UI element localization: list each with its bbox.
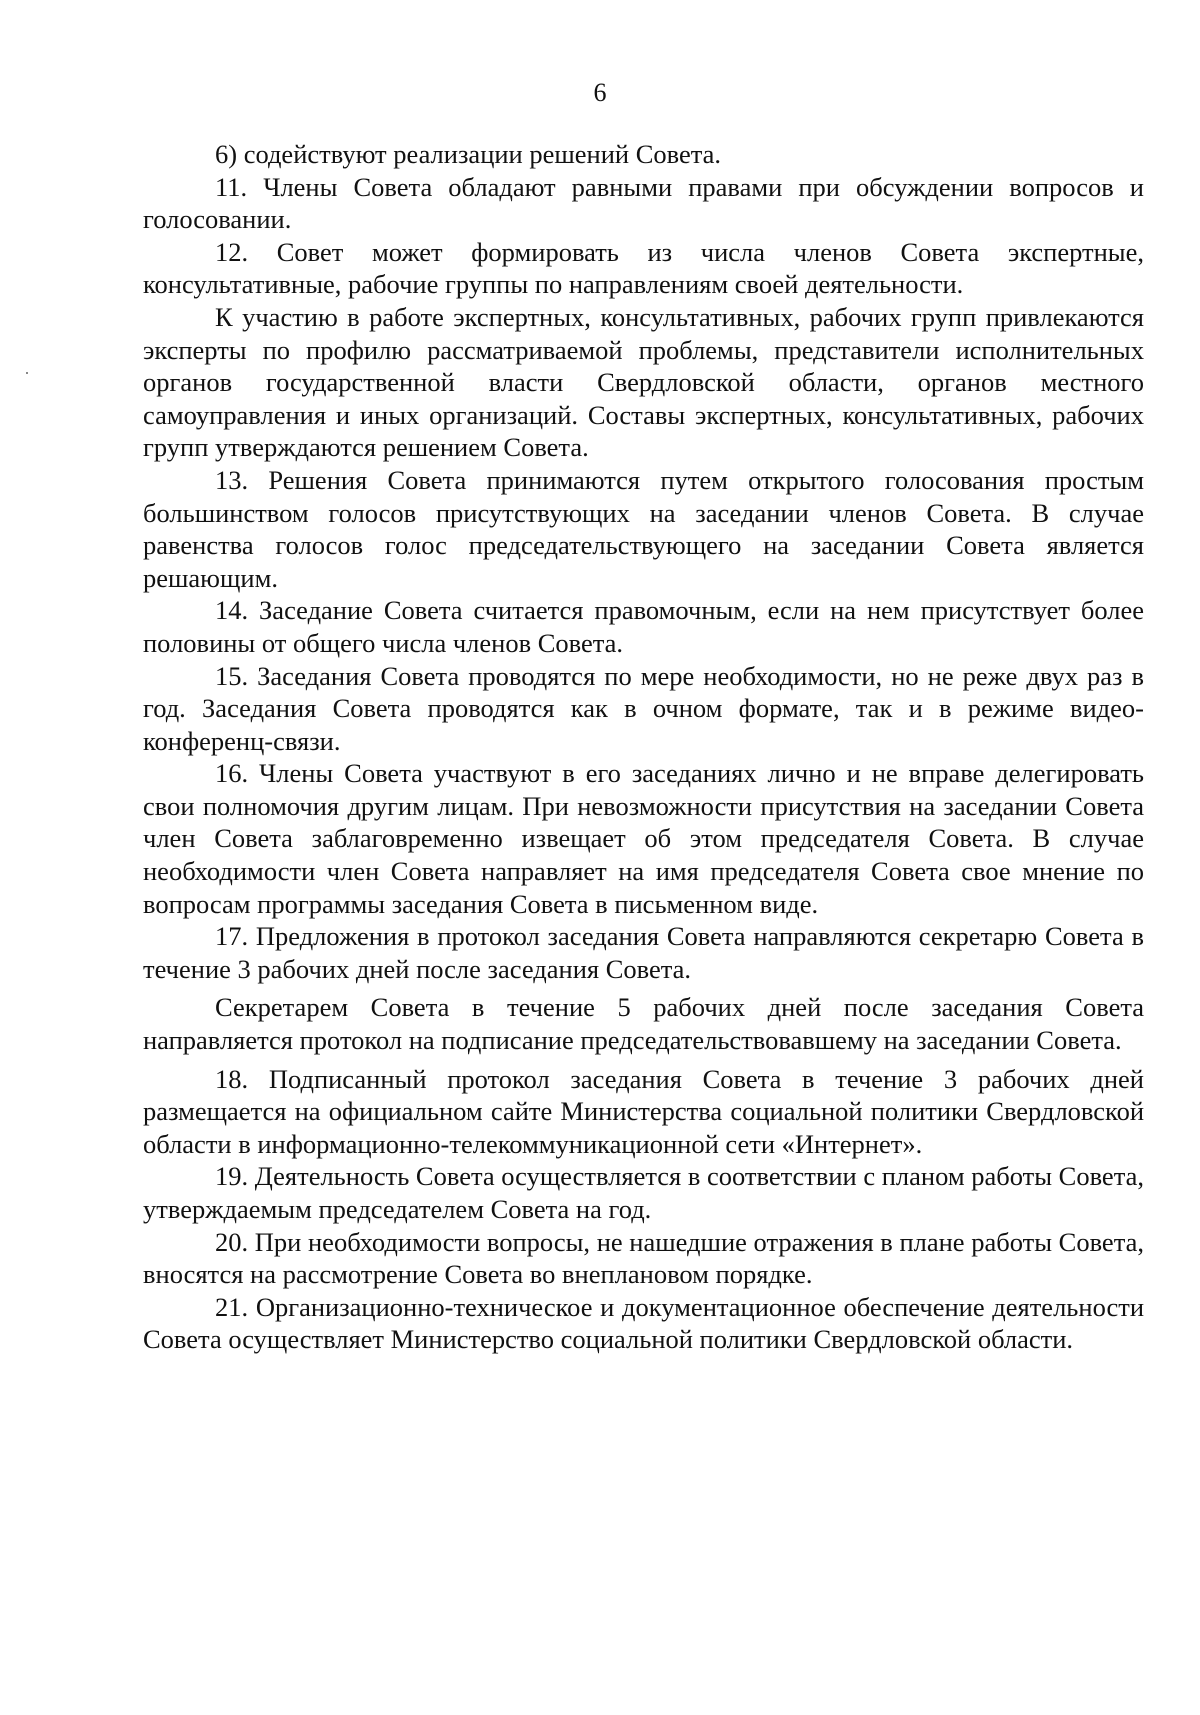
paragraph-16: 16. Члены Совета участвуют в его заседаниях лично и не вправе делегировать свои полномочия другим лицам. При невозможности присутствия на заседании Совета член Совета заблаговременно извещает об этом председателя Совета. В случае необходимости член Совета направляет на имя председателя Совета свое мнение по вопросам программы заседания Совета в письменном виде. bbox=[143, 758, 1144, 919]
paragraph-11: 11. Члены Совета обладают равными правами при обсуждении вопросов и голосовании. bbox=[143, 171, 1144, 235]
paragraph-12-groups: К участию в работе экспертных, консультативных, рабочих групп привлекаются эксперты по профилю рассматриваемой проблемы, представители исполнительных органов государственной власти Свердловской области, органов местного самоуправления и иных организаций. Составы экспертных, консультативных, рабочих групп утверждаются решением Совета. bbox=[143, 301, 1144, 463]
paragraph-19: 19. Деятельность Совета осуществляется в соответствии с планом работы Совета, утверждаемым председателем Совета на год. bbox=[143, 1161, 1144, 1224]
paragraph-14: 14. Заседание Совета считается правомочным, если на нем присутствует более половины от общего числа членов Совета. bbox=[143, 595, 1144, 658]
paragraph-item-6: 6) содействуют реализации решений Совета. bbox=[215, 139, 722, 169]
paragraph-17: 17. Предложения в протокол заседания Совета направляются секретарю Совета в течение 3 рабочих дней после заседания Совета. bbox=[143, 921, 1144, 984]
page-number: 6 bbox=[593, 78, 607, 107]
paragraph-15: 15. Заседания Совета проводятся по мере необходимости, но не реже двух раз в год. Заседания Совета проводятся как в очном формате, так и в режиме видео-конференц-связи. bbox=[143, 660, 1144, 756]
document-body bbox=[143, 138, 1144, 1356]
paragraph-13: 13. Решения Совета принимаются путем открытого голосования простым большинством голосов присутствующих на заседании членов Совета. В случае равенства голосов голос председательствующего на заседании Совета является решающим. bbox=[143, 464, 1144, 593]
paragraph-20: 20. При необходимости вопросы, не нашедшие отражения в плане работы Совета, вносятся на рассмотрение Совета во внеплановом порядке. bbox=[143, 1226, 1144, 1290]
paragraph-12: 12. Совет может формировать из числа членов Совета экспертные, консультативные, рабочие группы по направлениям своей деятельности. bbox=[143, 236, 1144, 300]
paragraph-17-secretary: Секретарем Совета в течение 5 рабочих дней после заседания Совета направляется протокол на подписание председательствовавшему на заседании Совета. bbox=[143, 992, 1144, 1056]
paragraph-18: 18. Подписанный протокол заседания Совета в течение 3 рабочих дней размещается на официальном сайте Министерства социальной политики Свердловской области в информационно-телекоммуникационной сети «Интернет». bbox=[143, 1063, 1144, 1159]
scan-speck bbox=[26, 372, 28, 374]
paragraph-21: 21. Организационно-техническое и документационное обеспечение деятельности Совета осуществляет Министерство социальной политики Свердловской области. bbox=[143, 1291, 1144, 1355]
